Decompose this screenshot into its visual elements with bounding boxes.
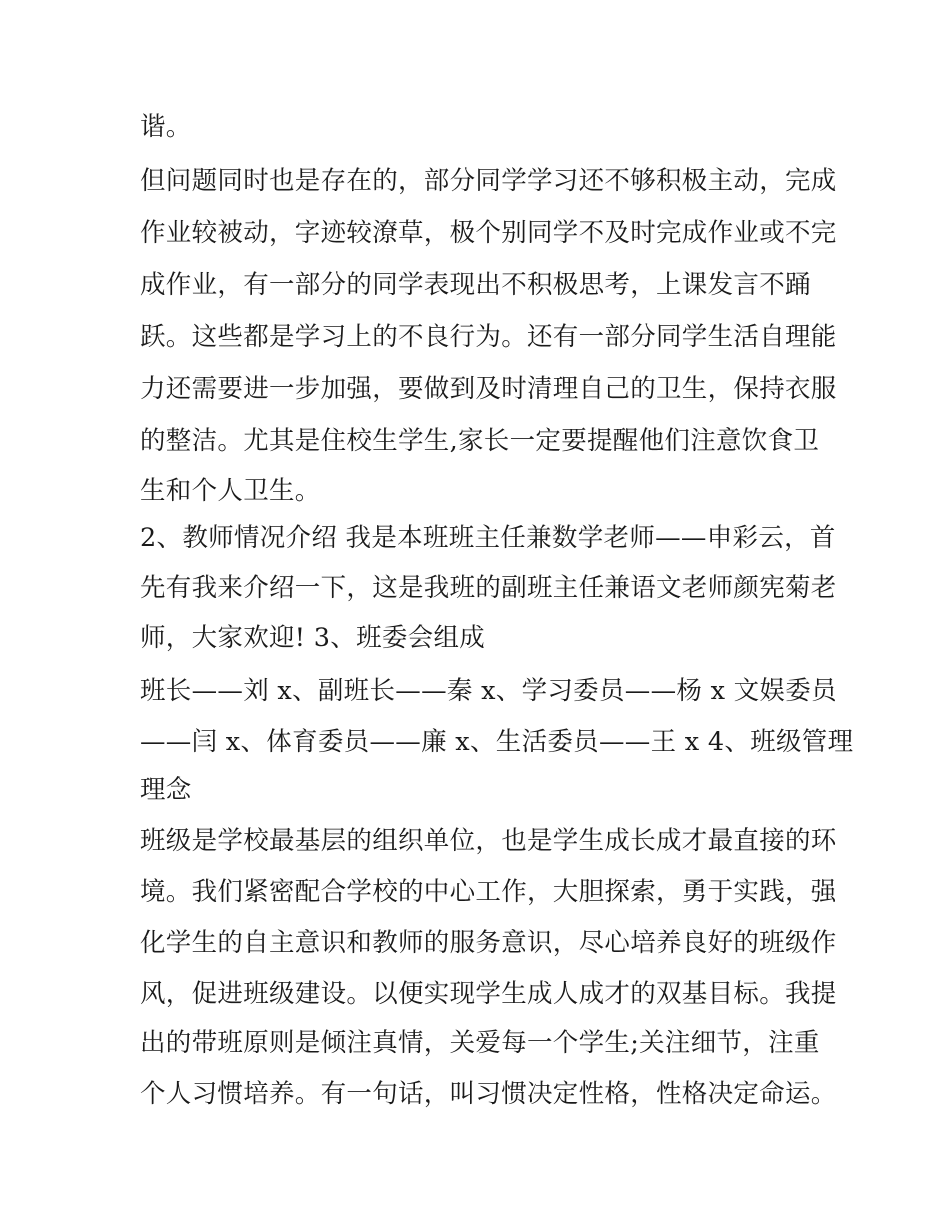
text-line: 成作业，有一部分的同学表现出不积极思考，上课发言不踊 (140, 270, 811, 300)
text-line: 理念 (140, 775, 192, 805)
text-line: 境。我们紧密配合学校的中心工作，大胆探索，勇于实践，强 (140, 877, 837, 907)
text-line: 谐。 (140, 112, 192, 142)
text-line: 但问题同时也是存在的，部分同学学习还不够积极主动，完成 (140, 166, 837, 196)
text-line: 生和个人卫生。 (140, 476, 321, 506)
text-line: 作业较被动，字迹较潦草，极个别同学不及时完成作业或不完 (140, 218, 837, 248)
text-line: ——闫 x、体育委员——廉 x、生活委员——王 x 4、班级管理 (140, 727, 854, 757)
text-line: 出的带班原则是倾注真情，关爱每一个学生;关注细节，注重 (140, 1028, 820, 1058)
text-line: 风，促进班级建设。以便实现学生成人成才的双基目标。我提 (140, 979, 837, 1009)
text-line: 的整洁。尤其是住校生学生,家长一定要提醒他们注意饮食卫 (140, 426, 820, 456)
text-line: 跃。这些都是学习上的不良行为。还有一部分同学生活自理能 (140, 322, 837, 352)
text-line: 师，大家欢迎! 3、班委会组成 (140, 623, 486, 653)
text-line: 个人习惯培养。有一句话，叫习惯决定性格，性格决定命运。 (140, 1079, 837, 1109)
text-line: 班长——刘 x、副班长——秦 x、学习委员——杨 x 文娱委员 (140, 676, 837, 706)
text-line: 化学生的自主意识和教师的服务意识，尽心培养良好的班级作 (140, 928, 837, 958)
text-line: 2、教师情况介绍 我是本班班主任兼数学老师——申彩云，首 (140, 523, 836, 553)
text-line: 先有我来介绍一下，这是我班的副班主任兼语文老师颜宪菊老 (140, 573, 837, 603)
text-line: 力还需要进一步加强，要做到及时清理自己的卫生，保持衣服 (140, 374, 837, 404)
text-line: 班级是学校最基层的组织单位，也是学生成长成才最直接的环 (140, 826, 837, 856)
